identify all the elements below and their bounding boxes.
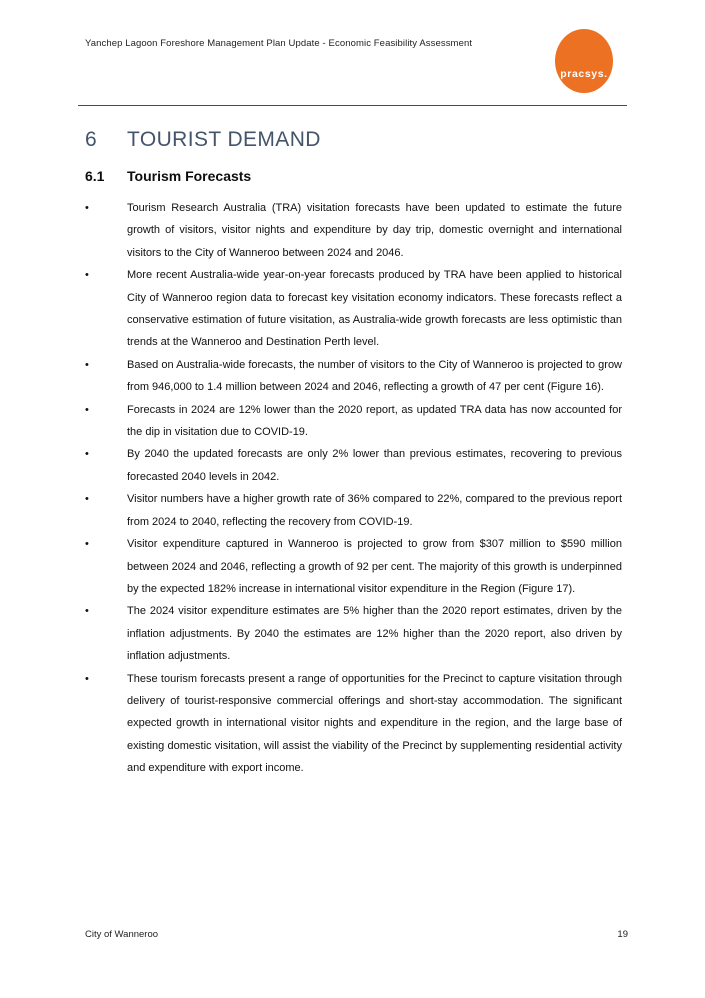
bullet-marker: • (85, 493, 89, 506)
bullet-marker: • (85, 358, 89, 371)
bullet-item (85, 488, 622, 533)
bullet-item (85, 533, 622, 600)
subsection-title: Tourism Forecasts (127, 168, 252, 184)
bullet-text: Visitor expenditure captured in Wanneroo is projected to grow from $307 million to $590 million between 2024 and 2046, reflecting a growth of 92 per cent. The majority of this growth is underpinned by the expected 182% increase in international visitor expenditure in the Region (Figure 17). (127, 538, 622, 595)
bullet-item (85, 600, 622, 667)
bullet-marker: • (85, 269, 89, 282)
bullet-text: Visitor numbers have a higher growth rate of 36% compared to 22%, compared to the previous report from 2024 to 2040, reflecting the recovery from COVID-19. (127, 493, 622, 528)
footer-left: City of Wanneroo (85, 929, 159, 940)
bullet-marker: • (85, 605, 89, 618)
bullet-marker: • (85, 448, 89, 461)
bullet-item (85, 443, 622, 488)
bullet-text: Forecasts in 2024 are 12% lower than the 2020 report, as updated TRA data has now accounted for the dip in visitation due to COVID-19. (127, 403, 622, 439)
header-divider (78, 105, 627, 106)
bullet-text: These tourism forecasts present a range of opportunities for the Precinct to capture visitation through delivery of tourist-responsive commercial offerings and short-stay accommodation. The significant expected growth in international visitor nights and expenditure in the region, and the large base of existing domestic visitation, will assist the viability of the Precinct by supplementing residential activity and expenditure with export income. (127, 672, 622, 775)
bullet-item (85, 264, 622, 354)
bullet-item (85, 399, 622, 444)
section-heading (85, 128, 321, 152)
header-title: Yanchep Lagoon Foreshore Management Plan Update - Economic Feasibility Assessment (85, 38, 473, 49)
bullet-marker: • (85, 403, 89, 416)
bullet-item (85, 354, 622, 399)
section-number: 6 (85, 128, 98, 151)
page-footer (85, 929, 628, 940)
pracsys-logo (555, 29, 613, 93)
bullet-list (85, 197, 622, 780)
bullet-text: More recent Australia-wide year-on-year forecasts produced by TRA have been applied to historical City of Wanneroo region data to forecast key visitation economy indicators. These forecasts reflect a conservative estimation of future visitation, as Australia-wide growth forecasts are less optimistic than trends at the Wanneroo and Destination Perth level. (127, 269, 622, 349)
bullet-text: The 2024 visitor expenditure estimates are 5% higher than the 2020 report estimates, driven by the inflation adjustments. By 2040 the estimates are 12% higher than the 2020 report, also driven by inflation adjustments. (127, 605, 622, 663)
bullet-marker: • (85, 202, 89, 214)
bullet-text: Tourism Research Australia (TRA) visitation forecasts have been updated to estimate the future growth of visitors, visitor nights and expenditure by day trip, domestic overnight and international visitors to the City of Wanneroo between 2024 and 2046. (127, 202, 622, 259)
bullet-item (85, 668, 622, 780)
bullet-item (85, 197, 622, 264)
bullet-text: By 2040 the updated forecasts are only 2% lower than previous estimates, recovering to previous forecasted 2040 levels in 2042. (127, 448, 622, 483)
bullet-marker: • (85, 672, 89, 685)
subsection-heading (85, 168, 251, 184)
bullet-marker: • (85, 538, 89, 551)
bullet-text: Based on Australia-wide forecasts, the number of visitors to the City of Wanneroo is projected to grow from 946,000 to 1.4 million between 2024 and 2046, reflecting a growth of 47 per cent (Figure 16). (127, 358, 622, 394)
section-title: TOURIST DEMAND (127, 128, 321, 151)
footer-page-number: 19 (617, 929, 628, 940)
pracsys-logo-text: pracsys. (560, 68, 608, 80)
subsection-number: 6.1 (85, 168, 105, 184)
